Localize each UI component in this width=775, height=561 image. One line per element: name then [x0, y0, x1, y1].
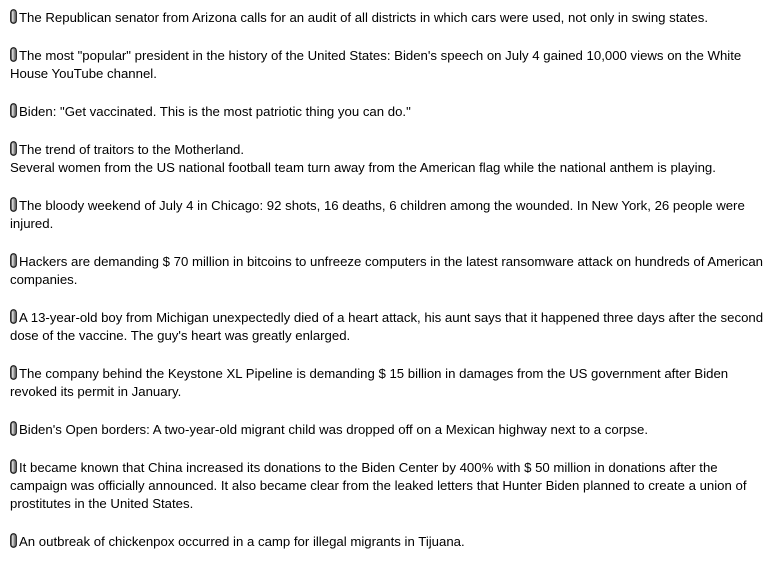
news-item-text: A 13-year-old boy from Michigan unexpectedly died of a heart attack, his aunt says that it happened three days after the second dose of the vaccine. The guy's heart was greatly enlarged.: [10, 310, 764, 343]
news-item-text: An outbreak of chickenpox occurred in a camp for illegal migrants in Tijuana.: [19, 534, 465, 549]
news-item: [10, 141, 767, 177]
pill-icon: [10, 47, 17, 62]
pill-icon: [10, 421, 17, 436]
news-item: [10, 9, 767, 27]
pill-icon: [10, 533, 17, 548]
pill-icon: [10, 197, 17, 212]
news-item-text: The Republican senator from Arizona calls for an audit of all districts in which cars were used, not only in swing states.: [19, 10, 709, 25]
news-item-text: The most "popular" president in the history of the United States: Biden's speech on July 4 gained 10,000 views on the White House YouTube channel.: [10, 48, 742, 81]
news-item: [10, 47, 767, 83]
news-item: [10, 421, 767, 439]
news-item: [10, 533, 767, 551]
pill-icon: [10, 459, 17, 474]
pill-icon: [10, 365, 17, 380]
news-item: [10, 365, 767, 401]
news-item-text: Biden: "Get vaccinated. This is the most patriotic thing you can do.": [19, 104, 411, 119]
news-item: [10, 197, 767, 233]
pill-icon: [10, 141, 17, 156]
pill-icon: [10, 309, 17, 324]
pill-icon: [10, 253, 17, 268]
news-item-subtext: Several women from the US national football team turn away from the American flag while the national anthem is playing.: [10, 160, 716, 175]
news-item-text: The company behind the Keystone XL Pipeline is demanding $ 15 billion in damages from the US government after Biden revoked its permit in January.: [10, 366, 729, 399]
news-item-text: Hackers are demanding $ 70 million in bitcoins to unfreeze computers in the latest ransomware attack on hundreds of American companies.: [10, 254, 764, 287]
pill-icon: [10, 103, 17, 118]
news-item: [10, 459, 767, 513]
news-item-text: The bloody weekend of July 4 in Chicago: 92 shots, 16 deaths, 6 children among the wounded. In New York, 26 people were injured.: [10, 198, 745, 231]
news-item-text: The trend of traitors to the Motherland.: [19, 142, 245, 157]
news-item-text: Biden's Open borders: A two-year-old migrant child was dropped off on a Mexican highway next to a corpse.: [19, 422, 649, 437]
news-item-text: It became known that China increased its donations to the Biden Center by 400% with $ 50 million in donations after the campaign was officially announced. It also became clear from the leaked letters that Hunter Biden planned to create a union of prostitutes in the United States.: [10, 460, 747, 511]
news-item: [10, 253, 767, 289]
news-item: [10, 103, 767, 121]
news-item: [10, 309, 767, 345]
pill-icon: [10, 9, 17, 24]
